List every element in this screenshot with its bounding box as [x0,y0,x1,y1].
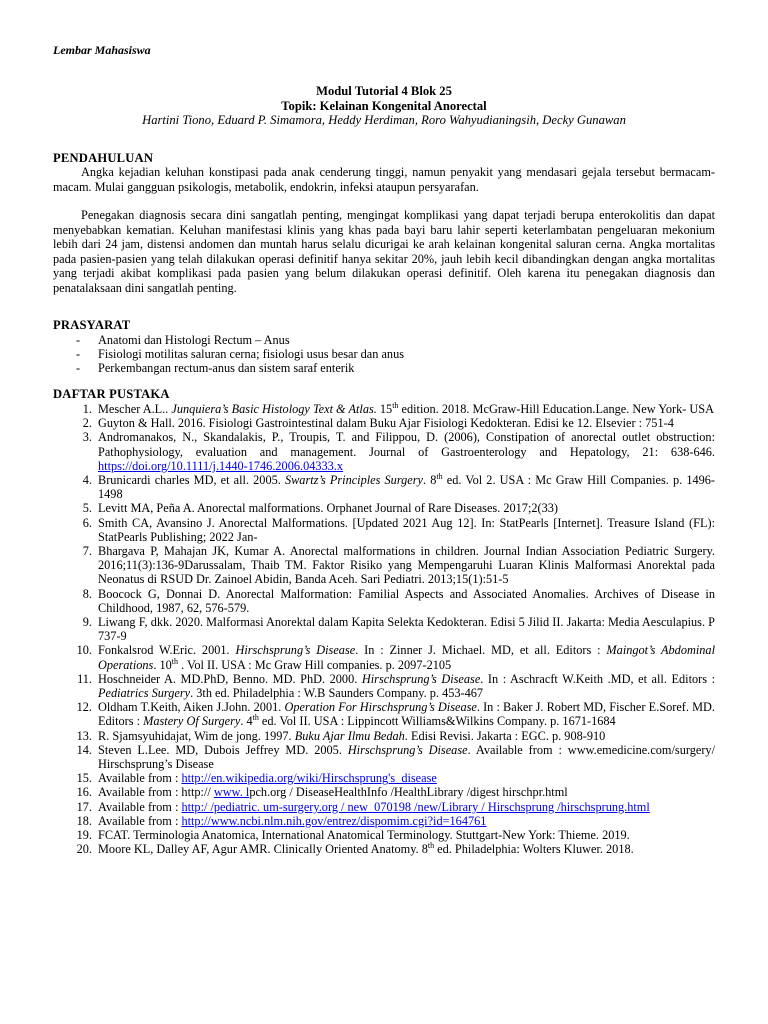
reference-item [53,501,715,515]
header-label: Lembar Mahasiswa [53,43,151,57]
reference-text: FCAT. Terminologia Anatomica, International Anatomical Terminology. Stuttgart-New York: Thieme. 2019. [98,828,630,843]
reference-text: Oldham T.Keith, Aiken J.John. 2001. [98,700,285,715]
reference-text: ed. Philadelphia: Wolters Kluwer. 2018. [434,842,634,857]
reference-number: 9. [82,615,92,630]
reference-title-italic: Hirschsprung’s Disease [361,671,481,686]
pendahuluan-paragraph-1: Angka kejadian keluhan konstipasi pada anak cenderung tinggi, namun penyakit yang mendasari gejala tersebut bermacam-macam. Mulai gangguan psikologis, metabolik, endokrin, infeksi ataupun persyarafan. [53,165,715,194]
reference-text: . Vol II. USA : Mc Graw Hill companies. p. 2097-2105 [178,657,452,672]
reference-link[interactable]: www. l [213,785,250,800]
reference-text: Boocock G, Donnai D. Anorectal Malformation: Familial Aspects and Associated Anomalies. Archives of Disease in Childhood, 1987, 62, 576-579. [98,586,715,615]
prasyarat-list [53,333,715,376]
daftar-pustaka-heading: DAFTAR PUSTAKA [53,387,170,401]
reference-item [53,828,715,842]
reference-text: . 8 [423,473,437,488]
reference-number: 20. [76,842,92,857]
reference-text: Smith CA, Avansino J. Anorectal Malformations. [Updated 2021 Aug 12]. In: StatPearls [Internet]. Treasure Island (FL): StatPearls Publishing; 2022 Jan- [98,515,715,544]
reference-item [53,544,715,587]
prasyarat-item-text: Fisiologi motilitas saluran cerna; fisiologi usus besar dan anus [98,347,405,362]
reference-item [53,729,715,743]
reference-link[interactable]: http://en.wikipedia.org/wiki/Hirschsprung's_disease [181,771,437,786]
reference-text: ed. Vol 2. USA : Mc Graw Hill Companies. p. 1496-1498 [98,473,716,502]
reference-item [53,842,715,856]
reference-link[interactable]: http:/ /pediatric. um-surgery.org / new_070198 /new/Library / Hirschsprung /hirschsprung.html [181,799,650,814]
authors: Hartini Tiono, Eduard P. Simamora, Heddy Herdiman, Roro Wahyudianingsih, Decky Gunawan [142,113,626,127]
title-block [53,84,715,128]
reference-number: 2. [82,416,92,431]
reference-text: Fonkalsrod W.Eric. 2001. [98,643,236,658]
reference-item [53,473,715,501]
reference-text: . In : Zinner J. Michael. MD, et all. Editors : [355,643,607,658]
reference-text: . In : Aschracft W.Keith .MD, et all. Editors : [480,671,715,686]
reference-text: Available from : [98,799,182,814]
reference-title-italic: Pediatrics Surgery [98,686,191,701]
reference-text: Hoschneider A. MD.PhD, Benno. MD. PhD. 2000. [98,671,362,686]
reference-number: 6. [82,515,92,530]
reference-number: 13. [76,728,92,743]
superscript-text: th [171,656,179,666]
reference-number: 4. [82,473,92,488]
list-item [53,361,715,375]
reference-text: Mescher A.L.. [98,402,172,416]
reference-item [53,672,715,700]
reference-item [53,587,715,615]
list-item [53,333,715,347]
reference-title-italic: Hirschsprung’s Disease [235,643,356,658]
reference-list [53,402,715,857]
reference-number: 15. [76,771,92,786]
module-title: Modul Tutorial 4 Blok 25 [316,84,452,98]
reference-number: 8. [82,586,92,601]
reference-text: Bhargava P, Mahajan JK, Kumar A. Anorectal malformations in children. Journal Indian Association Pediatric Surgery. 2016;11(3):136-9Darussalam, Thaib TM. Faktor Risiko yang Mempengaruhi Luaran Klinis Malformasi Anorektal pada Neonatus di RSUD Dr. Zainoel Abidin, Banda Aceh. Sari Pediatri. 2013;15(1):51-5 [98,544,715,587]
reference-text: . Available from : www.emedicine.com/surgery/ Hirschsprung’s Disease [98,742,715,772]
reference-text: . Edisi Revisi. Jakarta : EGC. p. 908-910 [404,728,606,743]
reference-title-italic: Maingot’s Abdominal Operations [98,643,715,672]
reference-title-italic: Operation For Hirschsprung’s Disease [284,700,477,715]
reference-text: Steven L.Lee. MD, Dubois Jeffrey MD. 2005. [98,742,348,757]
reference-item [53,814,715,828]
reference-text: Available from : [98,771,182,786]
reference-text: Available from : [98,813,182,828]
reference-text: Available from : http:// [98,785,214,800]
prasyarat-heading: PRASYARAT [53,318,131,332]
reference-number: 14. [76,742,92,757]
superscript-text: th [436,471,443,481]
dash-bullet: - [76,333,81,347]
reference-text: Liwang F, dkk. 2020. Malformasi Anorektal dalam Kapita Selekta Kedokteran. Edisi 5 Jilid II. Jakarta: Media Aesculapius. P 737-9 [98,615,715,644]
reference-item [53,800,715,814]
dash-bullet: - [76,361,81,376]
reference-text: R. Sjamsyuhidajat, Wim de jong. 1997. [98,728,295,743]
topic-title: Topik: Kelainan Kongenital Anorectal [281,98,487,113]
reference-number: 1. [82,402,92,416]
reference-text: ed. Vol II. USA : Lippincott Williams&Wilkins Company. p. 1671-1684 [258,714,616,729]
reference-text: . 4 [240,714,253,729]
list-item [53,347,715,361]
reference-number: 16. [76,785,92,800]
reference-text: Brunicardi charles MD, et all. 2005. [98,473,285,488]
reference-text: pch.org / DiseaseHealthInfo /HealthLibrary /digest hirschpr.html [249,785,568,800]
reference-number: 5. [82,501,92,516]
reference-text: Guyton & Hall. 2016. Fisiologi Gastrointestinal dalam Buku Ajar Fisiologi Kedokteran. Edisi ke 12. Elsevier : 751-4 [98,416,674,431]
reference-text: . In : Baker J. Robert MD, Fischer E.Soref. MD. Editors : [98,700,715,729]
superscript-text: th [427,841,435,851]
reference-title-italic: Mastery Of Surgery [143,714,241,729]
superscript-text: th [252,713,259,723]
reference-item [53,516,715,544]
reference-link[interactable]: http://www.ncbi.nlm.nih.gov/entrez/dispomim.cgi?id=164761 [181,813,487,828]
reference-item [53,785,715,799]
reference-number: 19. [76,828,92,843]
reference-number: 11. [77,671,92,686]
prasyarat-item-text: Anatomi dan Histologi Rectum – Anus [98,333,290,347]
reference-item [53,643,715,671]
reference-item [53,430,715,473]
reference-number: 17. [76,799,92,814]
reference-text: 15 [376,402,393,416]
reference-number: 3. [82,430,92,445]
reference-item [53,743,715,771]
reference-item [53,771,715,785]
reference-number: 7. [82,544,92,559]
reference-link[interactable]: https://doi.org/10.1111/j.1440-1746.2006.04333.x [98,458,344,473]
reference-item [53,402,715,416]
pendahuluan-heading: PENDAHULUAN [53,151,154,165]
reference-text: Moore KL, Dalley AF, Agur AMR. Clinically Oriented Anatomy. 8 [98,842,428,857]
dash-bullet: - [76,347,81,362]
reference-item [53,700,715,728]
reference-number: 12. [76,700,92,715]
reference-text: Andromanakos, N., Skandalakis, P., Troupis, T. and Filippou, D. (2006), Constipation of anorectal outlet obstruction: Pathophysiology, evaluation and management. Journal of Gastroenterology and Hepatology, 21: 638-646. [98,430,715,459]
reference-item [53,615,715,643]
reference-title-italic: Swartz’s Principles Surgery [284,473,424,488]
reference-text: . 10 [153,657,172,672]
reference-title-italic: Buku Ajar Ilmu Bedah [294,728,405,743]
superscript-text: th [392,400,399,410]
reference-title-italic: Junquiera’s Basic Histology Text & Atlas. [171,402,377,416]
reference-text: edition. 2018. McGraw-Hill Education.Lange. New York- USA [398,402,715,416]
prasyarat-item-text: Perkembangan rectum-anus dan sistem saraf enterik [98,361,355,376]
reference-text: . 3th ed. Philadelphia : W.B Saunders Company. p. 453-467 [190,686,484,701]
pendahuluan-paragraph-2: Penegakan diagnosis secara dini sangatlah penting, mengingat komplikasi yang dapat terjadi berupa enterokolitis dan dapat menyebabkan kematian. Keluhan manifestasi klinis yang khas pada bayi baru lahir seperti keterlambatan pengeluaran mekonium lebih dari 24 jam, distensi andomen dan muntah harus selalu dicurigai ke arah kelainan kongenital saluran cerna. Angka mortalitas pada pasien-pasien yang telah dilakukan operasi definitif hanya sekitar 20%, jauh lebih kecil dibandingkan dengan angka mortalitas yang terjadi akibat komplikasi pada pasien yang belum dilakukan operasi definitif. Oleh karena itu penegakan diagnosis dan penatalaksaan dini sangatlah penting. [53,208,715,295]
reference-number: 18. [76,813,92,828]
reference-item [53,416,715,430]
reference-number: 10. [76,643,92,658]
reference-text: Levitt MA, Peña A. Anorectal malformations. Orphanet Journal of Rare Diseases. 2017;2(33) [98,501,558,516]
reference-title-italic: Hirschsprung’s Disease [347,742,468,757]
